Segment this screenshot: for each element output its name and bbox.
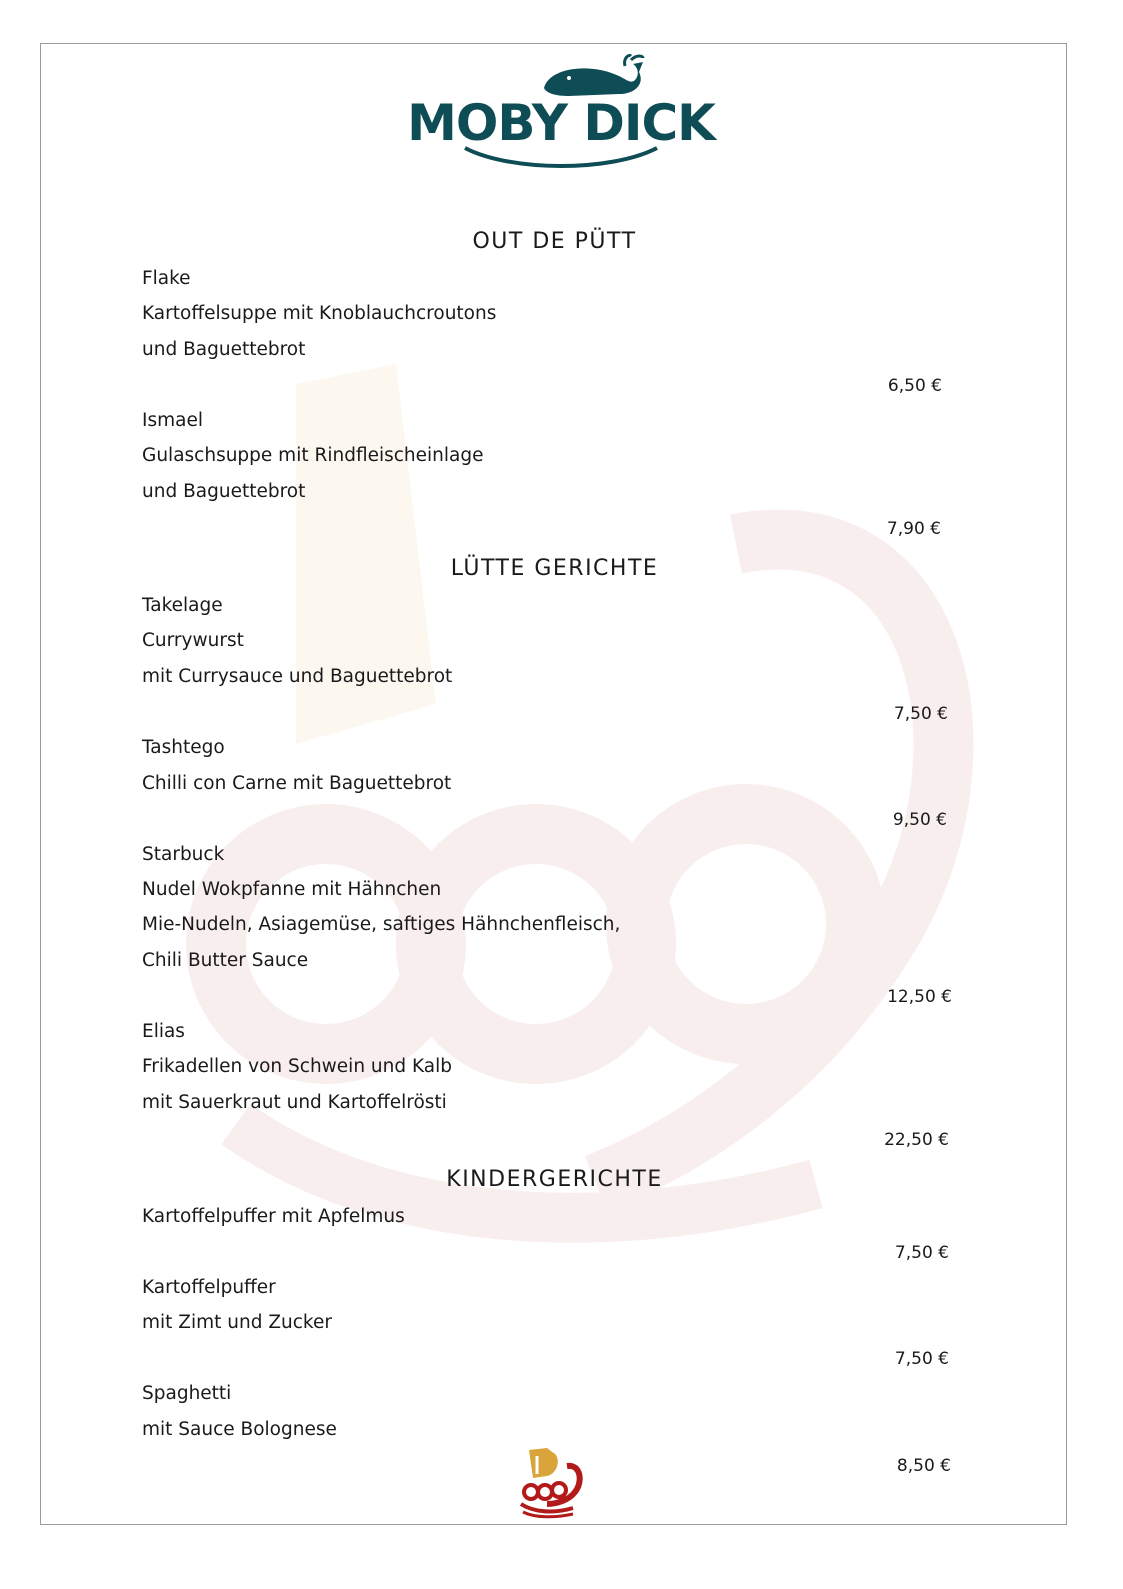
item-price: 7,90 € xyxy=(886,519,941,539)
item-description: mit Currysauce und Baguettebrot xyxy=(142,666,453,687)
viking-ship-icon xyxy=(517,1446,587,1520)
moby-dick-logo xyxy=(401,54,721,184)
item-name: Kartoffelpuffer xyxy=(142,1277,276,1298)
item-name: Elias xyxy=(142,1021,185,1042)
item-price: 8,50 € xyxy=(896,1456,951,1476)
item-price: 7,50 € xyxy=(894,1349,949,1369)
item-description: mit Sauce Bolognese xyxy=(142,1419,337,1440)
item-name: Spaghetti xyxy=(142,1383,232,1404)
item-price: 9,50 € xyxy=(892,810,947,830)
menu-page xyxy=(40,43,1067,1525)
item-description: Kartoffelsuppe mit Knoblauchcroutons xyxy=(142,303,497,324)
item-description: Currywurst xyxy=(142,630,244,651)
item-description: Chili Butter Sauce xyxy=(142,950,309,971)
section-title-out-de-puett: OUT DE PÜTT xyxy=(472,229,637,254)
item-description: und Baguettebrot xyxy=(142,481,306,502)
item-description: Mie-Nudeln, Asiagemüse, saftiges Hähnchenfleisch, xyxy=(142,914,621,935)
item-name: Ismael xyxy=(142,410,203,431)
item-name: Starbuck xyxy=(142,844,225,865)
logo-swoosh-icon xyxy=(461,142,661,172)
item-description: Nudel Wokpfanne mit Hähnchen xyxy=(142,879,442,900)
brand-wordmark: MOBY DICK xyxy=(407,94,715,152)
item-price: 6,50 € xyxy=(887,376,942,396)
item-name: Kartoffelpuffer mit Apfelmus xyxy=(142,1206,405,1227)
item-name: Takelage xyxy=(142,595,223,616)
item-name: Tashtego xyxy=(142,737,225,758)
item-price: 12,50 € xyxy=(887,987,952,1007)
item-description: Chilli con Carne mit Baguettebrot xyxy=(142,773,452,794)
item-description: mit Sauerkraut und Kartoffelrösti xyxy=(142,1092,447,1113)
item-description: und Baguettebrot xyxy=(142,339,306,360)
item-description: Frikadellen von Schwein und Kalb xyxy=(142,1056,453,1077)
section-title-kindergerichte: KINDERGERICHTE xyxy=(446,1167,663,1192)
item-price: 7,50 € xyxy=(894,1243,949,1263)
item-description: Gulaschsuppe mit Rindfleischeinlage xyxy=(142,445,484,466)
item-price: 7,50 € xyxy=(893,704,948,724)
item-name: Flake xyxy=(142,268,191,289)
item-price: 22,50 € xyxy=(884,1130,949,1150)
item-description: mit Zimt und Zucker xyxy=(142,1312,332,1333)
section-title-luette-gerichte: LÜTTE GERICHTE xyxy=(450,556,659,581)
